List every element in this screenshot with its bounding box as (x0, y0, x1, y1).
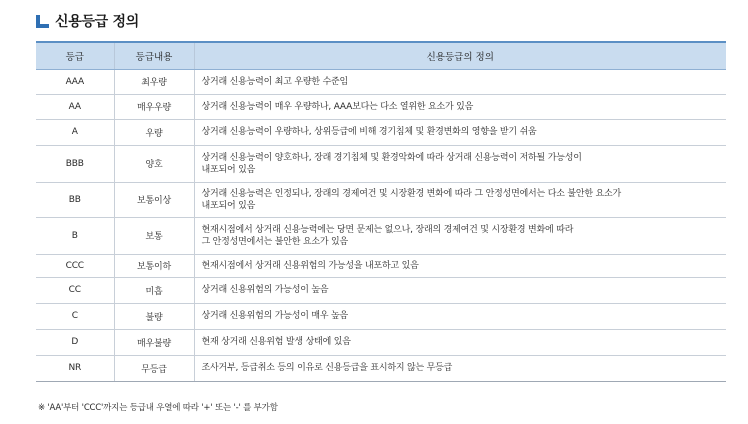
cell-definition (194, 94, 726, 119)
cell-grade-desc: 무등급 (114, 355, 194, 381)
definition-line: 상거래 신용능력이 매우 우량하나, AAA보다는 다소 열위한 요소가 있음 (201, 101, 474, 112)
column-header-grade: 등급 (36, 42, 114, 69)
table-row (36, 119, 726, 145)
cell-definition (194, 303, 726, 329)
definition-line: 상거래 신용능력이 양호하나, 장래 경기침체 및 환경악화에 따라 상거래 신용능력이 저하될 가능성이 (201, 152, 582, 163)
credit-rating-table (36, 41, 726, 382)
cell-grade-desc: 양호 (114, 145, 194, 182)
table-row (36, 303, 726, 329)
column-header-definition: 신용등급의 정의 (194, 42, 726, 69)
table-header-row (36, 42, 726, 69)
definition-line: 현재 상거래 신용위험 발생 상태에 있음 (201, 337, 351, 347)
definition-line: 현재시점에서 상거래 신용능력에는 당면 문제는 없으나, 장래의 경제여건 및 시장환경 변화에 따라 (201, 224, 574, 235)
page-title: 신용등급 정의 (55, 14, 139, 30)
cell-definition (194, 182, 726, 217)
cell-grade-desc: 불량 (114, 303, 194, 329)
cell-definition (194, 254, 726, 277)
cell-grade-desc: 매우불량 (114, 329, 194, 355)
definition-line: 내포되어 있음 (201, 164, 256, 175)
cell-grade: AA (36, 94, 114, 119)
definition-line: 그 안정성면에서는 불안한 요소가 있음 (201, 236, 349, 247)
cell-definition (194, 329, 726, 355)
definition-line: 조사거부, 등급취소 등의 이유로 신용등급을 표시하지 않는 무등급 (201, 363, 453, 373)
cell-grade-desc: 매우우량 (114, 94, 194, 119)
cell-definition (194, 355, 726, 381)
cell-grade-desc: 보통이하 (114, 254, 194, 277)
cell-grade: D (36, 329, 114, 355)
cell-grade-desc: 최우량 (114, 69, 194, 94)
table-row (36, 145, 726, 182)
cell-grade: BBB (36, 145, 114, 182)
cell-definition (194, 217, 726, 254)
cell-grade: CC (36, 277, 114, 303)
table-row (36, 277, 726, 303)
table-row (36, 94, 726, 119)
definition-line: 내포되어 있음 (201, 200, 256, 211)
cell-definition (194, 119, 726, 145)
cell-grade: CCC (36, 254, 114, 277)
column-header-grade-desc: 등급내용 (114, 42, 194, 69)
table-row (36, 329, 726, 355)
cell-grade-desc: 보통 (114, 217, 194, 254)
cell-grade: BB (36, 182, 114, 217)
cell-grade: B (36, 217, 114, 254)
table-row (36, 182, 726, 217)
cell-grade-desc: 미흡 (114, 277, 194, 303)
cell-grade-desc: 보통이상 (114, 182, 194, 217)
table-body (36, 69, 726, 381)
table-row (36, 217, 726, 254)
table-row (36, 254, 726, 277)
table-row (36, 69, 726, 94)
footnote: ※ 'AA'부터 'CCC'까지는 등급내 우열에 따라 '+' 또는 '-' 를 부가함 (38, 403, 278, 413)
definition-line: 상거래 신용능력이 우량하나, 상위등급에 비해 경기침체 및 환경변화의 영향을 받기 쉬움 (201, 127, 537, 137)
corner-square-icon (36, 15, 49, 28)
table-row (36, 355, 726, 381)
section-title (36, 10, 139, 32)
definition-line: 현재시점에서 상거래 신용위험의 가능성을 내포하고 있음 (201, 260, 419, 271)
cell-definition (194, 69, 726, 94)
cell-grade: C (36, 303, 114, 329)
cell-definition (194, 145, 726, 182)
cell-grade: AAA (36, 69, 114, 94)
definition-line: 상거래 신용위험의 가능성이 매우 높음 (201, 311, 349, 321)
cell-definition (194, 277, 726, 303)
definition-line: 상거래 신용능력이 최고 우량한 수준임 (201, 76, 349, 87)
cell-grade: A (36, 119, 114, 145)
definition-line: 상거래 신용위험의 가능성이 높음 (201, 285, 329, 295)
definition-line: 상거래 신용능력은 인정되나, 장래의 경제여건 및 시장환경 변화에 따라 그 안정성면에서는 다소 불안한 요소가 (201, 188, 621, 199)
cell-grade-desc: 우량 (114, 119, 194, 145)
cell-grade: NR (36, 355, 114, 381)
